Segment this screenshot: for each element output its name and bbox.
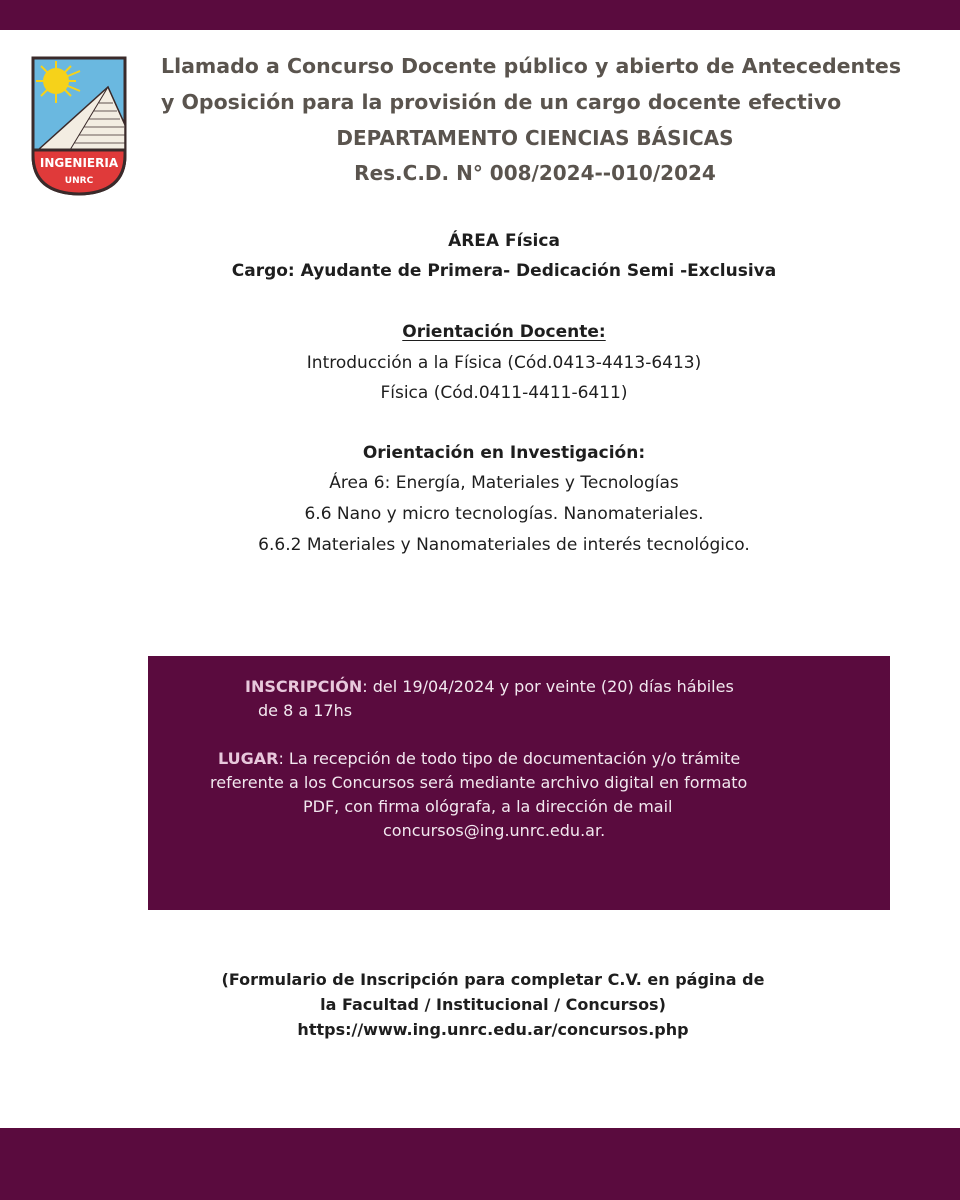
contact-email[interactable]: concursos@ing.unrc.edu.ar. xyxy=(383,821,606,840)
header-line-1: Llamado a Concurso Docente público y abierto de Antecedentes xyxy=(161,54,902,78)
header-line-2: y Oposición para la provisión de un cargo docente efectivo xyxy=(161,90,842,114)
lugar-line xyxy=(218,749,740,768)
orientacion-docente-item: Introducción a la Física (Cód.0413-4413-6413) xyxy=(306,353,702,373)
inscripcion-label: INSCRIPCIÓN xyxy=(245,677,363,696)
area-title: ÁREA Física xyxy=(448,231,560,251)
lugar-label: LUGAR xyxy=(218,749,279,768)
inscripcion-hours: de 8 a 17hs xyxy=(258,701,353,720)
bottom-band xyxy=(0,1128,960,1200)
ingenieria-unrc-logo xyxy=(30,55,128,197)
logo-text-top: INGENIERIA xyxy=(39,156,119,170)
cargo-line: Cargo: Ayudante de Primera- Dedicación Semi -Exclusiva xyxy=(231,261,777,281)
top-band xyxy=(0,0,960,30)
inscripcion-panel xyxy=(148,656,890,910)
orientacion-investigacion-item: Área 6: Energía, Materiales y Tecnologías xyxy=(329,473,679,493)
lugar-text: : La recepción de todo tipo de documentación y/o trámite xyxy=(278,749,741,768)
concursos-url-link[interactable]: https://www.ing.unrc.edu.ar/concursos.php xyxy=(297,1020,689,1039)
logo-text-bottom: UNRC xyxy=(64,176,94,186)
orientacion-docente-item: Física (Cód.0411-4411-6411) xyxy=(380,383,628,403)
lugar-text: PDF, con firma ológrafa, a la dirección de mail xyxy=(303,797,673,816)
resolution-number: Res.C.D. N° 008/2024--010/2024 xyxy=(354,161,716,185)
footer-line-1: (Formulario de Inscripción para completar C.V. en página de xyxy=(221,970,765,989)
orientacion-investigacion-heading: Orientación en Investigación: xyxy=(362,443,646,463)
inscripcion-text: : del 19/04/2024 y por veinte (20) días hábiles xyxy=(362,677,734,696)
department-title: DEPARTAMENTO CIENCIAS BÁSICAS xyxy=(336,126,734,150)
orientacion-investigacion-item: 6.6.2 Materiales y Nanomateriales de interés tecnológico. xyxy=(258,535,750,555)
lugar-text: referente a los Concursos será mediante archivo digital en formato xyxy=(210,773,748,792)
inscripcion-line xyxy=(245,677,734,696)
orientacion-docente-heading: Orientación Docente: xyxy=(402,322,606,342)
footer-line-2: la Facultad / Institucional / Concursos) xyxy=(320,995,666,1014)
orientacion-investigacion-item: 6.6 Nano y micro tecnologías. Nanomateriales. xyxy=(304,504,704,524)
